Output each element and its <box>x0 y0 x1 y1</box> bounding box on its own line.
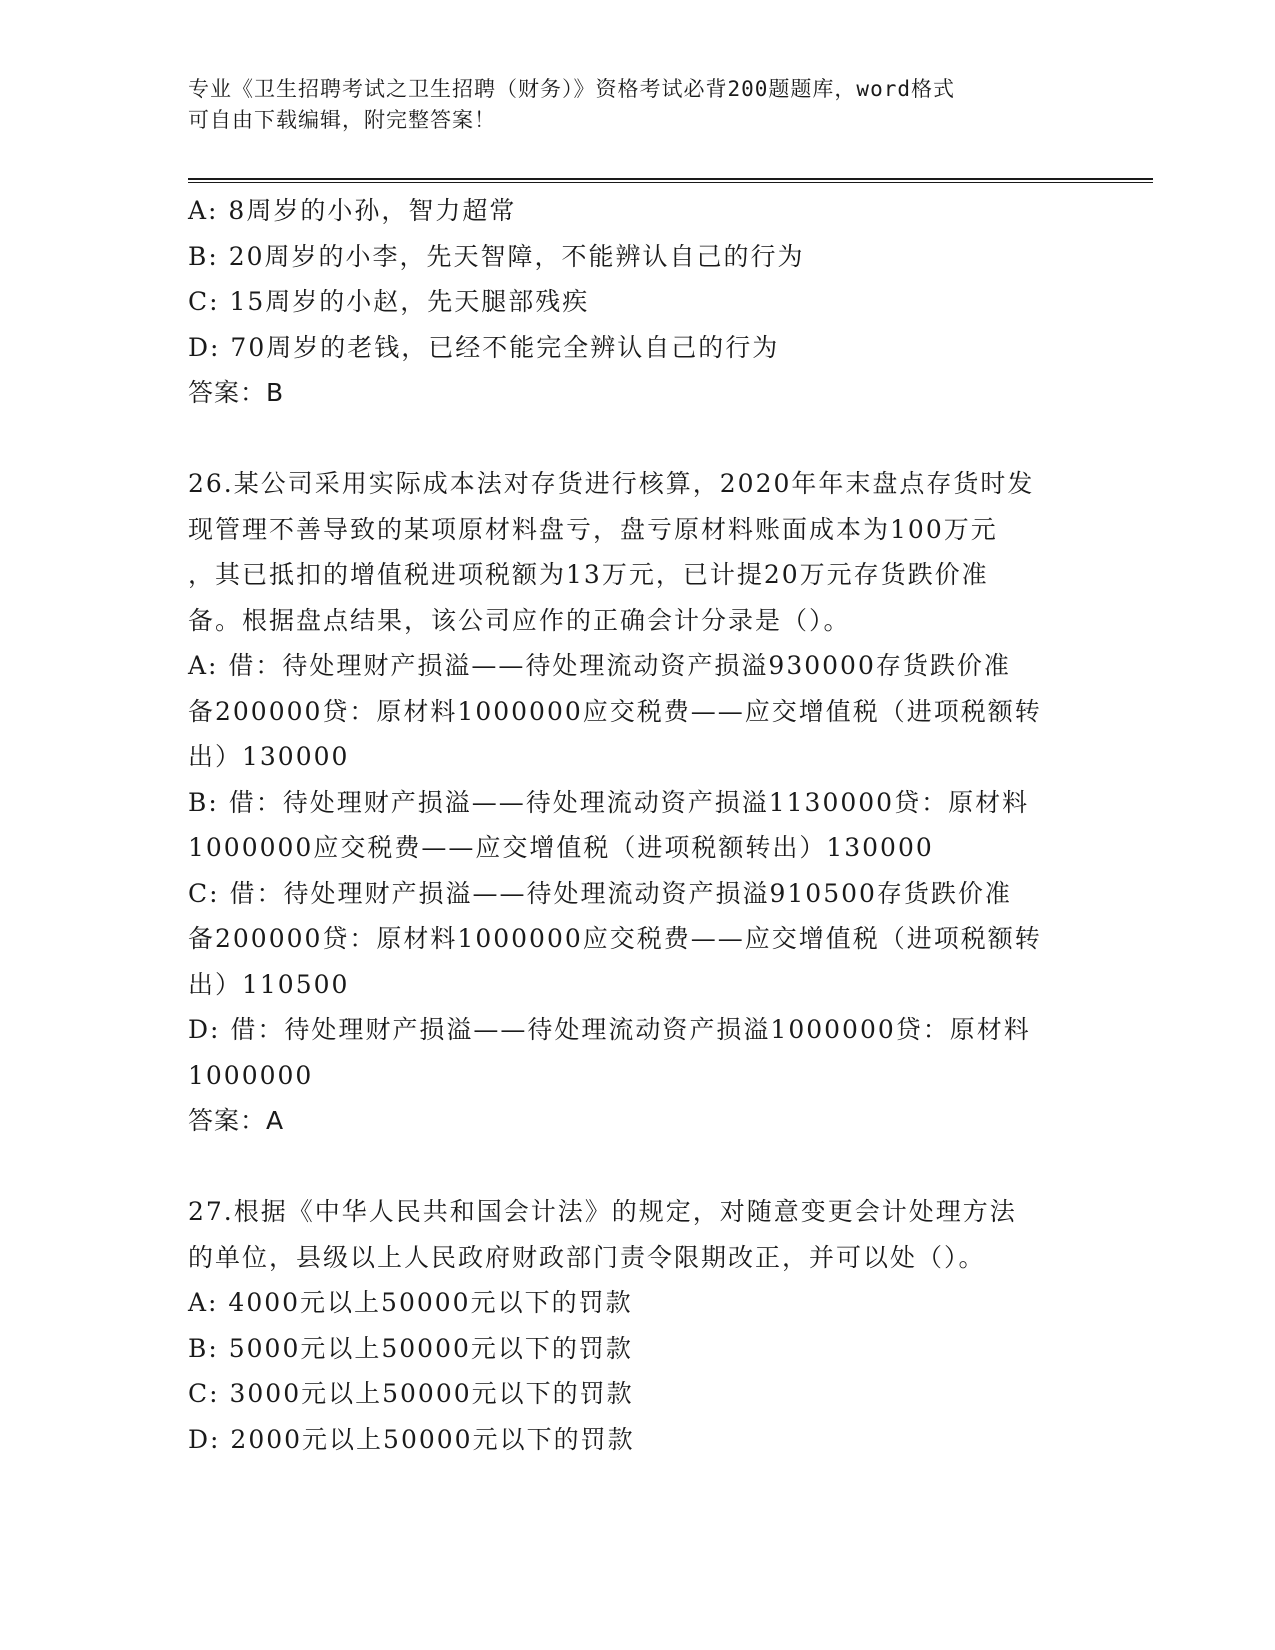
q27-option-a: A: 4000元以上50000元以下的罚款 <box>188 1288 633 1317</box>
q26-option-a-line-3: 出）130000 <box>188 742 350 771</box>
q26-option-b-line-2: 1000000应交税费——应交增值税（进项税额转出）130000 <box>188 833 934 862</box>
question-25-options <box>188 188 1088 416</box>
q27-stem-line-2: 的单位，县级以上人民政府财政部门责令限期改正，并可以处（）。 <box>188 1242 986 1272</box>
q27-option-d: D: 2000元以上50000元以下的罚款 <box>188 1424 635 1454</box>
q26-option-d-line-2: 1000000 <box>188 1060 314 1090</box>
q26-stem-line-1: 26.某公司采用实际成本法对存货进行核算，2020年年末盘点存货时发 <box>188 469 1035 498</box>
question-spacer <box>188 1144 1088 1190</box>
q27-stem-line-1: 27.根据《中华人民共和国会计法》的规定，对随意变更会计处理方法 <box>188 1197 1017 1226</box>
q25-answer: 答案：B <box>188 378 285 407</box>
q25-option-a: A: 8周岁的小孙，智力超常 <box>188 196 517 225</box>
q26-stem-line-4: 备。根据盘点结果，该公司应作的正确会计分录是（）。 <box>188 605 851 635</box>
question-26 <box>188 461 1088 1144</box>
q27-option-b: B: 5000元以上50000元以下的罚款 <box>188 1333 633 1363</box>
q26-stem-line-3: ，其已抵扣的增值税进项税额为13万元，已计提20万元存货跌价准 <box>188 560 989 589</box>
header-line-2: 可自由下载编辑，附完整答案！ <box>188 108 496 132</box>
header-line-1: 专业《卫生招聘考试之卫生招聘（财务）》资格考试必背200题题库，word格式 <box>188 77 955 101</box>
document-body <box>188 188 1088 1462</box>
question-spacer <box>188 416 1088 462</box>
q26-option-d-line-1: D: 借：待处理财产损溢——待处理流动资产损溢1000000贷：原材料 <box>188 1015 1031 1044</box>
q26-option-a-line-2: 备200000贷：原材料1000000应交税费——应交增值税（进项税额转 <box>188 696 1042 726</box>
q26-option-c-line-1: C: 借：待处理财产损溢——待处理流动资产损溢910500存货跌价准 <box>188 878 1012 908</box>
q26-stem-line-2: 现管理不善导致的某项原材料盘亏，盘亏原材料账面成本为100万元 <box>188 514 998 544</box>
question-27 <box>188 1189 1088 1462</box>
header-divider <box>188 178 1153 183</box>
q26-option-c-line-3: 出）110500 <box>188 969 350 999</box>
q26-option-b-line-1: B: 借：待处理财产损溢——待处理流动资产损溢1130000贷：原材料 <box>188 787 1030 817</box>
q26-answer: 答案：A <box>188 1106 285 1135</box>
q26-option-c-line-2: 备200000贷：原材料1000000应交税费——应交增值税（进项税额转 <box>188 924 1042 953</box>
q25-option-c: C: 15周岁的小赵，先天腿部残疾 <box>188 287 590 316</box>
q25-option-b: B: 20周岁的小李，先天智障，不能辨认自己的行为 <box>188 241 805 271</box>
q27-option-c: C: 3000元以上50000元以下的罚款 <box>188 1379 634 1408</box>
document-header <box>188 74 1088 136</box>
q25-option-d: D: 70周岁的老钱，已经不能完全辨认自己的行为 <box>188 332 780 362</box>
q26-option-a-line-1: A: 借：待处理财产损溢——待处理流动资产损溢930000存货跌价准 <box>188 651 1011 680</box>
